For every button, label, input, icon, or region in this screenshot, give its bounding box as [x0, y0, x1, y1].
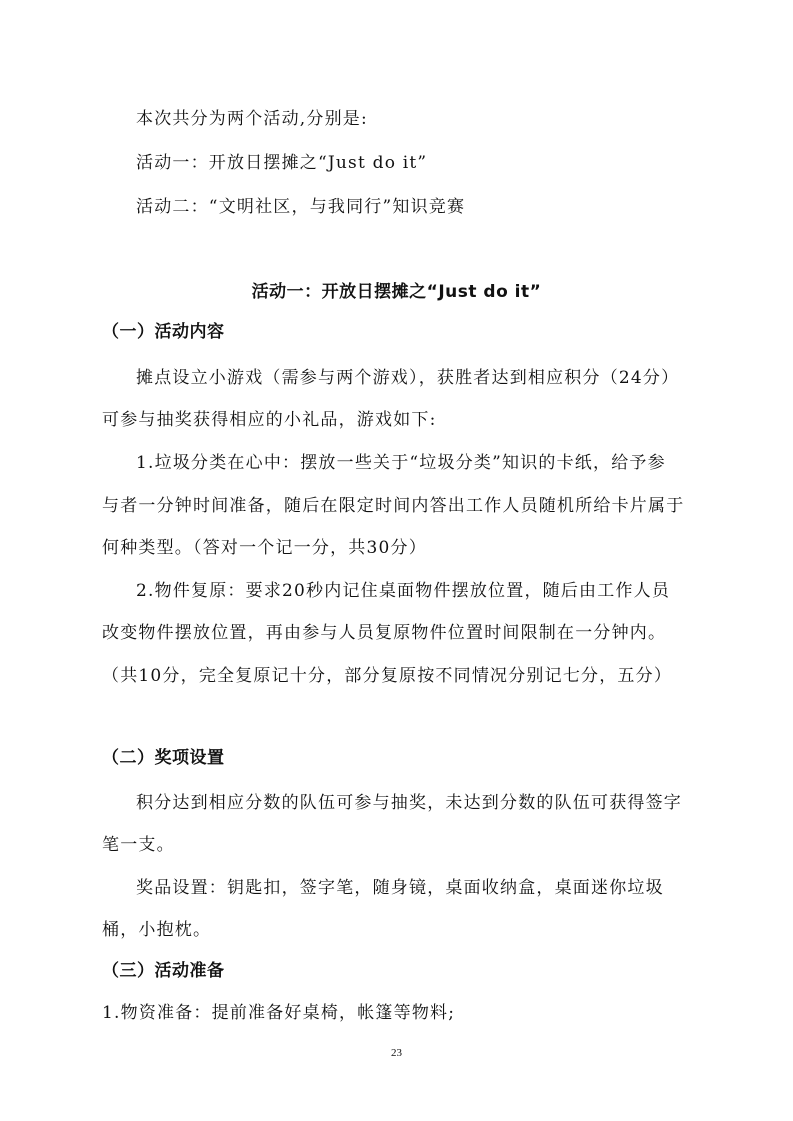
game1-line: 与者一分钟时间准备，随后在限定时间内答出工作人员随机所给卡片属于 — [102, 496, 685, 516]
section-heading-prep: （三）活动准备 — [102, 961, 225, 981]
prizes-line: 奖品设置：钥匙扣，签字笔，随身镜，桌面收纳盒，桌面迷你垃圾 — [136, 878, 664, 898]
prizes-line: 桶，小抱枕。 — [102, 920, 212, 940]
game2-line: （共10分，完全复原记十分，部分复原按不同情况分别记七分，五分） — [102, 666, 673, 686]
game2-line: 2.物件复原：要求20秒内记住桌面物件摆放位置，随后由工作人员 — [136, 581, 671, 601]
game2-line: 改变物件摆放位置，再由参与人员复原物件位置时间限制在一分钟内。 — [102, 623, 667, 643]
page-number: 23 — [391, 1047, 402, 1059]
game1-line: 1.垃圾分类在心中：摆放一些关于“垃圾分类”知识的卡纸，给予参 — [136, 453, 666, 473]
intro-line-3: 活动二：“文明社区，与我同行”知识竞赛 — [136, 197, 466, 217]
game1-line: 何种类型。（答对一个记一分，共30分） — [102, 538, 427, 558]
awards-line: 笔一支。 — [102, 835, 175, 855]
section-heading-awards: （二）奖项设置 — [102, 748, 225, 768]
awards-line: 积分达到相应分数的队伍可参与抽奖，未达到分数的队伍可获得签字 — [136, 793, 682, 813]
section-heading-content: （一）活动内容 — [102, 322, 225, 342]
paragraph-line: 可参与抽奖获得相应的小礼品，游戏如下: — [102, 410, 437, 430]
activity1-title: 活动一：开放日摆摊之“Just do it” — [251, 282, 542, 302]
intro-line-1: 本次共分为两个活动,分别是: — [136, 109, 368, 129]
intro-line-2: 活动一：开放日摆摊之“Just do it” — [136, 153, 428, 173]
prep-item-1: 1.物资准备：提前准备好桌椅，帐篷等物料; — [102, 1003, 456, 1023]
paragraph-line: 摊点设立小游戏（需参与两个游戏），获胜者达到相应积分（24分） — [136, 368, 680, 388]
